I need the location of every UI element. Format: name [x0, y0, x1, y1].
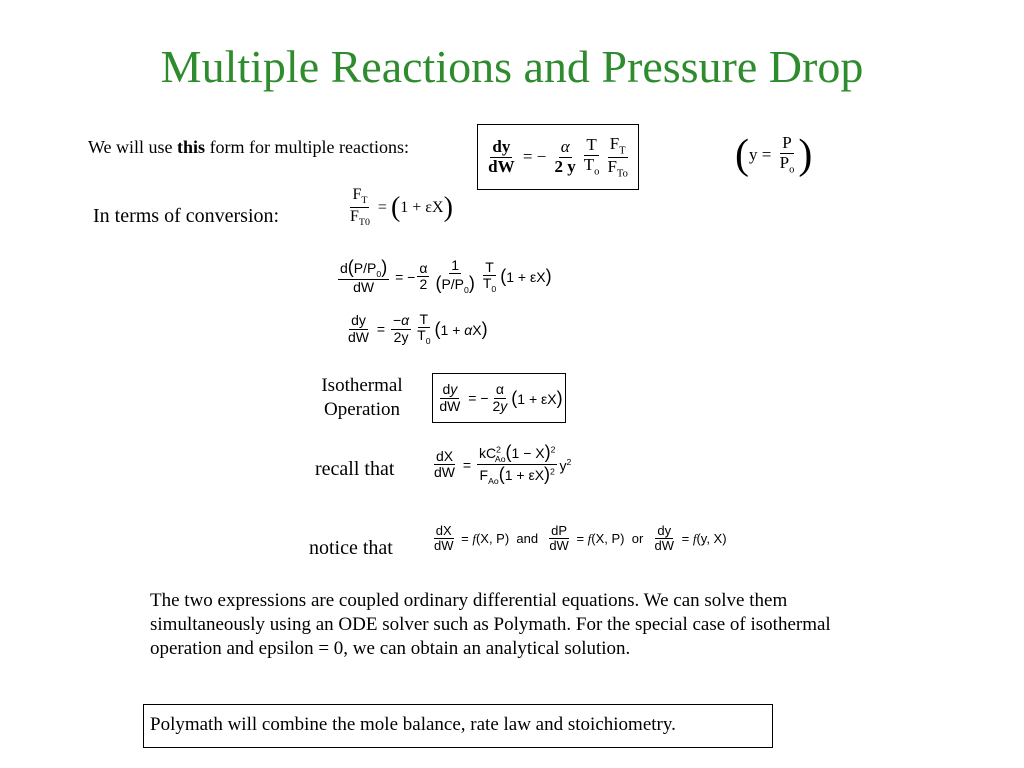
notice-label: notice that: [309, 537, 393, 559]
mr-post-text: form for multiple reactions:: [205, 137, 410, 157]
isothermal-label-line2: Operation: [324, 399, 400, 420]
multiple-reactions-equation: $\frac{dy}{dW}$ = − $\frac{\alpha}{2 y}$ $\frac{T}{T_o}$ $\frac{F_T}{F_{To}}$: [477, 124, 639, 190]
y-definition-equation: ( y = $\frac{P}{P_o}$ ): [735, 132, 813, 178]
mole-balance-equation: $\frac{dX}{dW}$ = $\frac{kC^2_{Ao}(1 - X)^2}{F_{Ao}(1 + \varepsilon X)^2}$ $y^2$: [434, 442, 572, 487]
explanation-paragraph: The two expressions are coupled ordinary differential equations. We can solve them simultaneously using an ODE solver such as Polymath. For the special case of isothermal operation and epsilon = 0, we can obtain an analytical solution.: [150, 590, 831, 659]
recall-label: recall that: [315, 458, 395, 480]
coupled-odes-equation: $\frac{dX}{dW}$ = f(X, P) and $\frac{dP}{dW}$ = f(X, P) or $\frac{dy}{dW}$ = f(y, X): [434, 523, 727, 554]
isothermal-equation: $\frac{dy}{dW}$ = − $\frac{\alpha}{2y}$ (1 + εX): [432, 373, 566, 423]
slide-title: Multiple Reactions and Pressure Drop: [160, 41, 864, 92]
polymath-note-box: Polymath will combine the mole balance, rate law and stoichiometry.: [143, 704, 773, 748]
mr-bold-text: this: [177, 137, 206, 157]
mr-pre-text: We will use: [88, 137, 178, 157]
pressure-drop-equation: $\frac{d(P/P_0)}{dW}$ = − $\frac{\alpha}{2}$ $\frac{1}{(P/P_0)}$ $\frac{T}{T_0}$ (1 + εX): [340, 257, 552, 296]
dy-dw-conversion-equation: $\frac{dy}{dW}$ = $\frac{-\alpha}{2y}$ $\frac{T}{T_0}$ (1 + αX): [348, 311, 488, 347]
conversion-equation: $\frac{F_T}{F_{T0}}$ = ( 1 + εX ): [350, 186, 453, 229]
isothermal-label: [312, 374, 412, 422]
multiple-reactions-label: [88, 137, 409, 158]
isothermal-label-line1: Isothermal: [321, 375, 403, 396]
conversion-label: In terms of conversion:: [93, 205, 280, 227]
